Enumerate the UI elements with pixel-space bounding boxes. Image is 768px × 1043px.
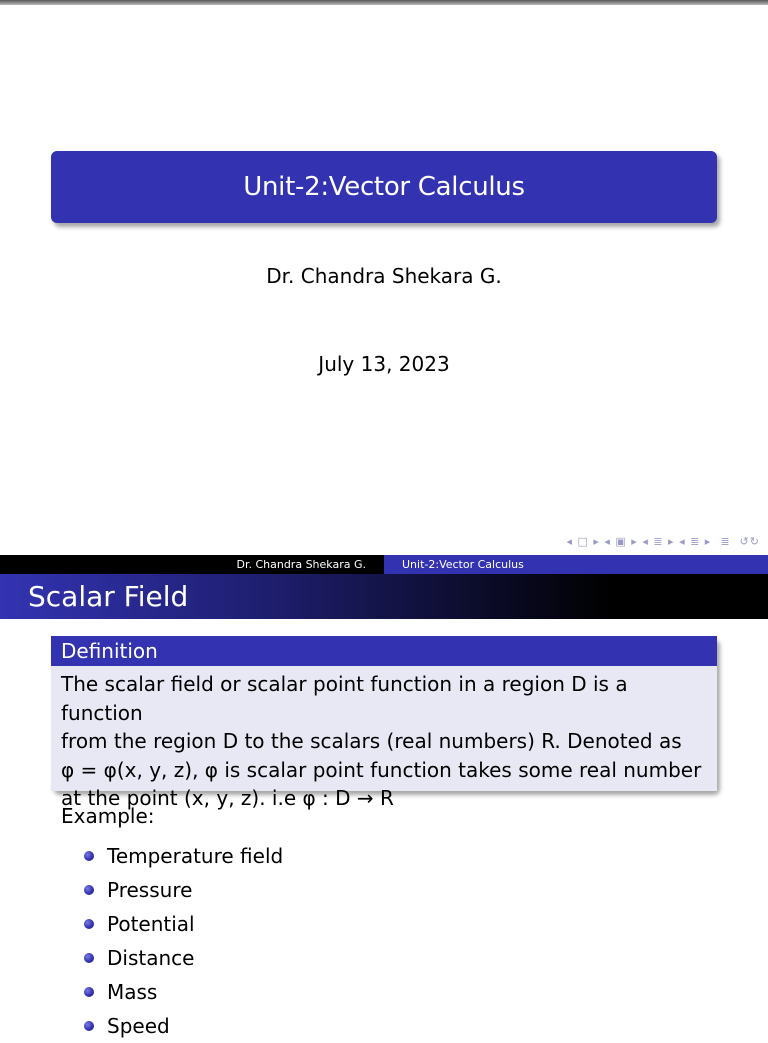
example-list (0, 839, 768, 1043)
nav-frame-icon[interactable]: ◂ ▣ ▸ (604, 535, 638, 548)
nav-align-icon[interactable]: ≣ (715, 535, 731, 548)
bullet-icon (84, 885, 94, 895)
bullet-icon (84, 1021, 94, 1031)
headline-author: Dr. Chandra Shekara G. (0, 555, 384, 574)
bullet-icon (84, 953, 94, 963)
definition-body (51, 666, 717, 810)
list-item: Mass (0, 975, 768, 1009)
example-label: Example: (61, 804, 155, 828)
title-slide (0, 5, 768, 555)
bullet-icon (84, 987, 94, 997)
definition-line: from the region D to the scalars (real numbers) R. Denoted as (61, 729, 682, 753)
nav-search-icon[interactable]: ↺↻ (735, 535, 760, 548)
headline-title: Unit-2:Vector Calculus (384, 555, 768, 574)
definition-block (51, 636, 717, 810)
list-item: Temperature field (0, 839, 768, 873)
scalar-field-slide (0, 555, 768, 1038)
definition-line: The scalar field or scalar point function in a region D is a function (61, 672, 628, 725)
presentation-title: Unit-2:Vector Calculus (51, 151, 717, 223)
definition-heading: Definition (51, 636, 717, 666)
nav-section-icon[interactable]: ◂ ≣ ▸ (679, 535, 712, 548)
bullet-icon (84, 851, 94, 861)
nav-subsection-icon[interactable]: ◂ ≣ ▸ (642, 535, 675, 548)
frame-title: Scalar Field (0, 574, 768, 619)
bullet-icon (84, 919, 94, 929)
list-item: Potential (0, 907, 768, 941)
nav-left-right-icon[interactable]: ◂ □ ▸ (566, 535, 600, 548)
author-name: Dr. Chandra Shekara G. (266, 264, 502, 288)
slide-headline (0, 555, 768, 574)
beamer-navigation-bar[interactable] (566, 535, 760, 548)
definition-line: φ = φ(x, y, z), φ is scalar point function takes some real number (61, 757, 702, 782)
list-item: Pressure (0, 873, 768, 907)
list-item: Speed (0, 1009, 768, 1043)
list-item: Distance (0, 941, 768, 975)
presentation-date: July 13, 2023 (318, 352, 450, 376)
definition-line: at the point (x, y, z). i.e φ : D → R (61, 786, 394, 810)
